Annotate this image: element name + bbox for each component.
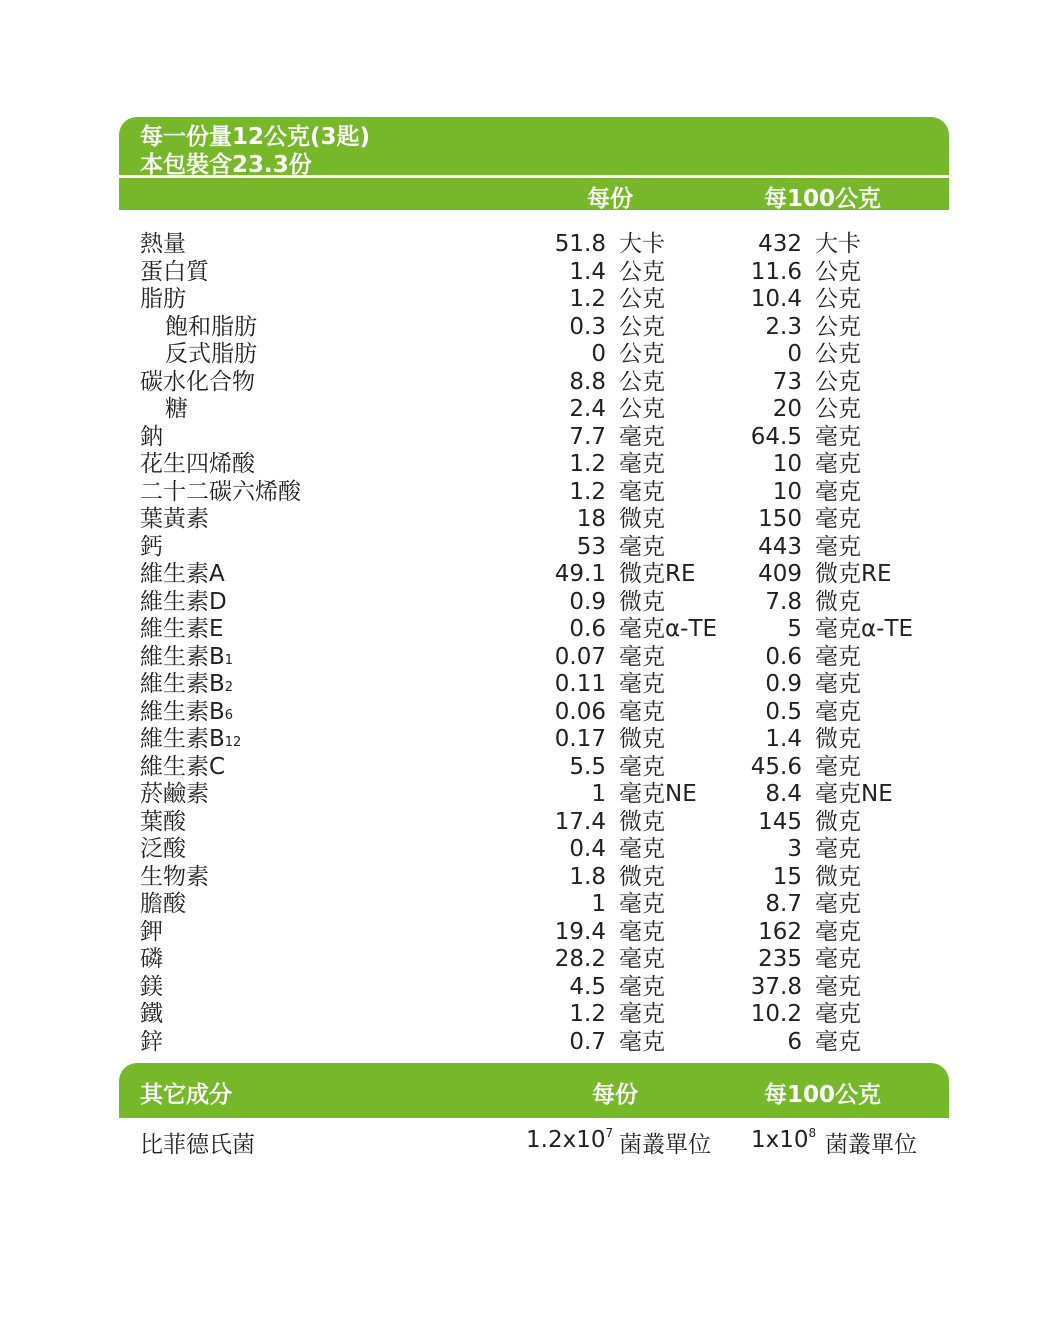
- unit-per-serving: 毫克: [619, 643, 665, 670]
- value-per-100g: 0.5: [765, 698, 802, 725]
- nutrient-name: [140, 506, 209, 534]
- value-per-serving: 0: [591, 341, 606, 367]
- nutrient-name-text: 飽和脂肪: [165, 313, 257, 340]
- other-item-name: 比菲德氏菌: [140, 1132, 255, 1158]
- nutrient-name: [140, 451, 255, 479]
- nutrient-row: [119, 231, 949, 259]
- unit-per-serving: 毫克: [619, 891, 665, 917]
- value-per-serving: 0.06: [554, 698, 606, 725]
- nutrient-row: [119, 754, 949, 782]
- value-per-100g: 5: [787, 616, 802, 642]
- nutrient-name-subscript: 2: [224, 680, 234, 695]
- nutrient-name: [140, 231, 186, 259]
- nutrient-name: [140, 891, 186, 919]
- unit-per-serving: 微克: [619, 808, 665, 835]
- unit-per-serving: 毫克: [619, 533, 665, 560]
- nutrient-name-subscript: 6: [224, 707, 234, 723]
- value-per-100g: 10.4: [750, 286, 802, 312]
- nutrient-name: [165, 396, 188, 424]
- value-per-serving: 49.1: [554, 561, 606, 587]
- nutrient-name-text: 反式脂肪: [165, 341, 257, 367]
- value-per-100g: 2.3: [765, 313, 802, 340]
- value-per-serving: 0.3: [569, 313, 606, 340]
- unit-per-serving: 公克: [619, 396, 665, 422]
- unit-per-serving: 微克: [619, 726, 665, 752]
- nutrient-name-text: 葉酸: [140, 808, 186, 835]
- value-per-100g: 8.7: [765, 891, 802, 917]
- nutrient-name-text: 維生素B: [140, 726, 225, 752]
- unit-per-100g: 毫克: [815, 643, 861, 670]
- unit-per-serving: 公克: [619, 368, 665, 395]
- nutrient-name-text: 膽酸: [140, 891, 186, 917]
- nutrient-name-text: 維生素E: [140, 616, 224, 642]
- value-per-100g: 10: [772, 451, 802, 477]
- value-per-serving: 1.2: [569, 1001, 606, 1027]
- other-unit-per-serving: 菌叢單位: [619, 1132, 711, 1158]
- nutrient-name: [140, 644, 233, 675]
- value-per-serving: 17.4: [554, 808, 606, 835]
- nutrient-row: [119, 314, 949, 342]
- nutrient-row: [119, 616, 949, 644]
- value-per-100g: 10.2: [750, 1001, 802, 1027]
- nutrient-name-text: 維生素B: [140, 698, 225, 725]
- nutrient-name-text: 熱量: [140, 231, 186, 257]
- value-per-serving: 2.4: [569, 396, 606, 422]
- nutrient-name: [140, 671, 233, 702]
- servings-per-pack: 本包裝含23.3份: [140, 152, 312, 178]
- nutrient-name: [140, 561, 225, 589]
- nutrition-label: [119, 117, 949, 1158]
- unit-per-serving: 毫克: [619, 1028, 665, 1055]
- nutrient-name-text: 維生素A: [140, 561, 225, 587]
- other-col-per-100g: 每100公克: [764, 1082, 882, 1108]
- unit-per-100g: 公克: [815, 286, 861, 312]
- nutrient-name-text: 鎂: [140, 973, 163, 1000]
- nutrient-name: [140, 726, 241, 757]
- value-per-100g: 3: [787, 836, 802, 862]
- value-per-serving: 53: [576, 533, 606, 560]
- unit-per-100g: 大卡: [815, 231, 861, 257]
- unit-per-serving: 毫克: [619, 918, 665, 945]
- value-per-100g: 1.4: [765, 726, 802, 752]
- value-per-serving: 0.17: [554, 726, 606, 752]
- unit-per-serving: 微克: [619, 506, 665, 532]
- nutrient-name: [140, 369, 255, 397]
- value-per-serving: 1.2: [569, 451, 606, 477]
- nutrient-name: [140, 974, 163, 1002]
- other-value-per-100g: [751, 1126, 816, 1153]
- nutrient-row: [119, 286, 949, 314]
- value-per-100g: 235: [758, 946, 802, 972]
- nutrient-name-subscript: 1: [224, 652, 234, 668]
- nutrient-row: [119, 699, 949, 727]
- value-per-100g: 162: [758, 918, 802, 945]
- nutrient-name-text: 糖: [165, 396, 188, 422]
- nutrient-name-text: 蛋白質: [140, 258, 209, 285]
- nutrient-row: [119, 589, 949, 617]
- other-unit-per-100g: 菌叢單位: [825, 1132, 917, 1158]
- nutrient-name-text: 鈉: [140, 423, 163, 450]
- nutrient-name: [140, 534, 163, 562]
- unit-per-serving: 微克RE: [619, 561, 696, 587]
- nutrient-row: [119, 506, 949, 534]
- nutrient-row: [119, 726, 949, 754]
- value-per-serving: 4.5: [569, 973, 606, 1000]
- value-per-100g: 15: [772, 863, 802, 890]
- nutrient-name: [140, 589, 227, 617]
- value-per-serving: 8.8: [569, 368, 606, 395]
- label-header: [119, 117, 949, 210]
- serving-info: [119, 117, 949, 178]
- value-per-serving: 7.7: [569, 423, 606, 450]
- value-per-serving: 51.8: [554, 231, 606, 257]
- value-per-serving: 0.6: [569, 616, 606, 642]
- value-per-100g: 10: [772, 478, 802, 505]
- other-value-per-serving: [526, 1126, 613, 1153]
- nutrient-name: [165, 314, 257, 342]
- unit-per-serving: 公克: [619, 341, 665, 367]
- unit-per-100g: 微克: [815, 808, 861, 835]
- unit-per-serving: 毫克: [619, 836, 665, 862]
- nutrient-name: [140, 809, 186, 837]
- nutrient-row: [119, 864, 949, 892]
- unit-per-100g: 微克RE: [815, 561, 892, 587]
- value-per-100g: 64.5: [750, 423, 802, 450]
- nutrient-row: [119, 946, 949, 974]
- unit-per-100g: 毫克: [815, 506, 861, 532]
- unit-per-serving: 毫克NE: [619, 781, 697, 807]
- nutrient-row: [119, 974, 949, 1002]
- nutrient-name: [140, 836, 186, 864]
- value-per-100g: 6: [787, 1028, 802, 1055]
- nutrient-name: [140, 754, 225, 782]
- unit-per-serving: 毫克: [619, 451, 665, 477]
- nutrient-name: [140, 864, 209, 892]
- nutrient-row: [119, 561, 949, 589]
- nutrient-name: [140, 946, 163, 974]
- other-header: [119, 1063, 949, 1118]
- nutrient-name-text: 花生四烯酸: [140, 451, 255, 477]
- nutrient-name-text: 鐵: [140, 1001, 163, 1027]
- unit-per-100g: 毫克: [815, 423, 861, 450]
- nutrient-name-text: 鈣: [140, 533, 163, 560]
- unit-per-serving: 大卡: [619, 231, 665, 257]
- nutrient-name: [140, 616, 224, 644]
- value-per-serving: 5.5: [569, 753, 606, 780]
- nutrient-name: [140, 699, 233, 730]
- value-per-100g: 8.4: [765, 781, 802, 807]
- value-per-serving: 1: [591, 891, 606, 917]
- nutrient-row: [119, 259, 949, 287]
- nutrient-name-text: 維生素C: [140, 753, 226, 780]
- nutrient-name-text: 葉黃素: [140, 506, 209, 532]
- nutrient-name: [140, 259, 209, 287]
- value-per-100g: 145: [758, 808, 802, 835]
- value-per-serving: 1.8: [569, 863, 606, 890]
- unit-per-100g: 毫克: [815, 478, 861, 505]
- value-per-100g: 150: [758, 506, 802, 532]
- nutrient-name: [140, 781, 209, 809]
- value-per-serving: 0.4: [569, 836, 606, 862]
- nutrient-row: [119, 424, 949, 452]
- value-per-serving: 18: [576, 506, 606, 532]
- unit-per-serving: 毫克: [619, 478, 665, 505]
- value-per-serving: 1.2: [569, 478, 606, 505]
- other-v1-base: 1.2x10: [526, 1127, 606, 1153]
- nutrient-row: [119, 836, 949, 864]
- nutrient-name: [165, 341, 257, 369]
- other-col-per-serving: 每份: [592, 1082, 638, 1108]
- nutrient-row: [119, 809, 949, 837]
- other-title: 其它成分: [140, 1082, 232, 1108]
- unit-per-100g: 毫克: [815, 973, 861, 1000]
- nutrient-row: [119, 919, 949, 947]
- value-per-serving: 1: [591, 781, 606, 807]
- nutrient-rows: [119, 231, 949, 1056]
- unit-per-serving: 毫克: [619, 423, 665, 450]
- nutrient-name-text: 脂肪: [140, 286, 186, 312]
- nutrient-name: [140, 919, 163, 947]
- unit-per-100g: 毫克: [815, 946, 861, 972]
- serving-size: 每一份量12公克(3匙): [140, 124, 371, 150]
- nutrient-name-text: 磷: [140, 946, 163, 972]
- col-per-100g: 每100公克: [764, 186, 882, 212]
- nutrient-name-text: 鋅: [140, 1028, 163, 1055]
- value-per-serving: 0.7: [569, 1028, 606, 1055]
- value-per-serving: 0.9: [569, 588, 606, 615]
- nutrient-name-text: 生物素: [140, 863, 209, 890]
- unit-per-100g: 毫克: [815, 533, 861, 560]
- nutrient-name: [140, 1001, 163, 1029]
- nutrient-row: [119, 1029, 949, 1057]
- nutrient-row: [119, 451, 949, 479]
- nutrient-row: [119, 369, 949, 397]
- unit-per-serving: 毫克: [619, 753, 665, 780]
- value-per-100g: 432: [758, 231, 802, 257]
- value-per-serving: 1.2: [569, 286, 606, 312]
- unit-per-100g: 毫克: [815, 1028, 861, 1055]
- value-per-serving: 1.4: [569, 258, 606, 285]
- unit-per-100g: 微克: [815, 588, 861, 615]
- nutrient-name: [140, 1029, 163, 1057]
- nutrient-name: [140, 286, 186, 314]
- other-ingredients: [119, 1063, 949, 1166]
- unit-per-serving: 微克: [619, 588, 665, 615]
- other-v1-exp: 7: [605, 1126, 614, 1140]
- value-per-100g: 443: [758, 533, 802, 560]
- value-per-serving: 0.07: [554, 643, 606, 670]
- unit-per-100g: 毫克: [815, 698, 861, 725]
- unit-per-100g: 毫克: [815, 451, 861, 477]
- nutrient-name-text: 碳水化合物: [140, 368, 255, 395]
- value-per-serving: 19.4: [554, 918, 606, 945]
- unit-per-serving: 毫克: [619, 698, 665, 725]
- nutrient-name-text: 鉀: [140, 918, 163, 945]
- value-per-100g: 0.6: [765, 643, 802, 670]
- nutrient-name-text: 二十二碳六烯酸: [140, 478, 301, 505]
- nutrient-row: [119, 341, 949, 369]
- unit-per-serving: 公克: [619, 313, 665, 340]
- value-per-100g: 11.6: [750, 258, 802, 285]
- nutrient-row: [119, 1001, 949, 1029]
- col-per-serving: 每份: [587, 186, 633, 212]
- unit-per-serving: 毫克: [619, 1001, 665, 1027]
- column-headers: [119, 178, 949, 210]
- value-per-100g: 0.9: [765, 671, 802, 697]
- nutrient-row: [119, 891, 949, 919]
- nutrient-row: [119, 644, 949, 672]
- unit-per-100g: 毫克: [815, 671, 861, 697]
- unit-per-100g: 毫克NE: [815, 781, 893, 807]
- unit-per-100g: 毫克α-TE: [815, 616, 914, 642]
- unit-per-serving: 毫克: [619, 973, 665, 1000]
- nutrient-row: [119, 396, 949, 424]
- nutrient-row: [119, 671, 949, 699]
- unit-per-100g: 公克: [815, 341, 861, 367]
- nutrient-name: [140, 424, 163, 452]
- unit-per-100g: 微克: [815, 863, 861, 890]
- unit-per-serving: 毫克: [619, 671, 665, 697]
- nutrient-name-text: 菸鹼素: [140, 781, 209, 807]
- unit-per-100g: 毫克: [815, 836, 861, 862]
- nutrient-name-text: 維生素B: [140, 643, 225, 670]
- nutrient-row: [119, 534, 949, 562]
- unit-per-100g: 公克: [815, 313, 861, 340]
- unit-per-100g: 毫克: [815, 891, 861, 917]
- nutrient-row: [119, 781, 949, 809]
- nutrient-name-text: 維生素B: [140, 671, 225, 697]
- nutrient-name: [140, 479, 301, 507]
- value-per-100g: 0: [787, 341, 802, 367]
- unit-per-serving: 毫克α-TE: [619, 616, 718, 642]
- unit-per-serving: 公克: [619, 258, 665, 285]
- value-per-serving: 0.11: [554, 671, 606, 697]
- value-per-serving: 28.2: [554, 946, 606, 972]
- unit-per-100g: 公克: [815, 368, 861, 395]
- unit-per-serving: 微克: [619, 863, 665, 890]
- nutrient-row: [119, 479, 949, 507]
- other-v2-exp: 8: [808, 1126, 817, 1140]
- unit-per-100g: 公克: [815, 396, 861, 422]
- unit-per-100g: 毫克: [815, 918, 861, 945]
- unit-per-serving: 公克: [619, 286, 665, 312]
- nutrient-name-subscript: 12: [224, 735, 242, 750]
- nutrient-name-text: 維生素D: [140, 588, 227, 615]
- value-per-100g: 20: [772, 396, 802, 422]
- nutrient-name-text: 泛酸: [140, 836, 186, 862]
- value-per-100g: 37.8: [750, 973, 802, 1000]
- value-per-100g: 45.6: [750, 753, 802, 780]
- value-per-100g: 7.8: [765, 588, 802, 615]
- unit-per-100g: 毫克: [815, 753, 861, 780]
- unit-per-serving: 毫克: [619, 946, 665, 972]
- value-per-100g: 409: [758, 561, 802, 587]
- unit-per-100g: 微克: [815, 726, 861, 752]
- value-per-100g: 73: [772, 368, 802, 395]
- other-row: [119, 1126, 949, 1166]
- unit-per-100g: 毫克: [815, 1001, 861, 1027]
- other-v2-base: 1x10: [751, 1127, 809, 1153]
- unit-per-100g: 公克: [815, 258, 861, 285]
